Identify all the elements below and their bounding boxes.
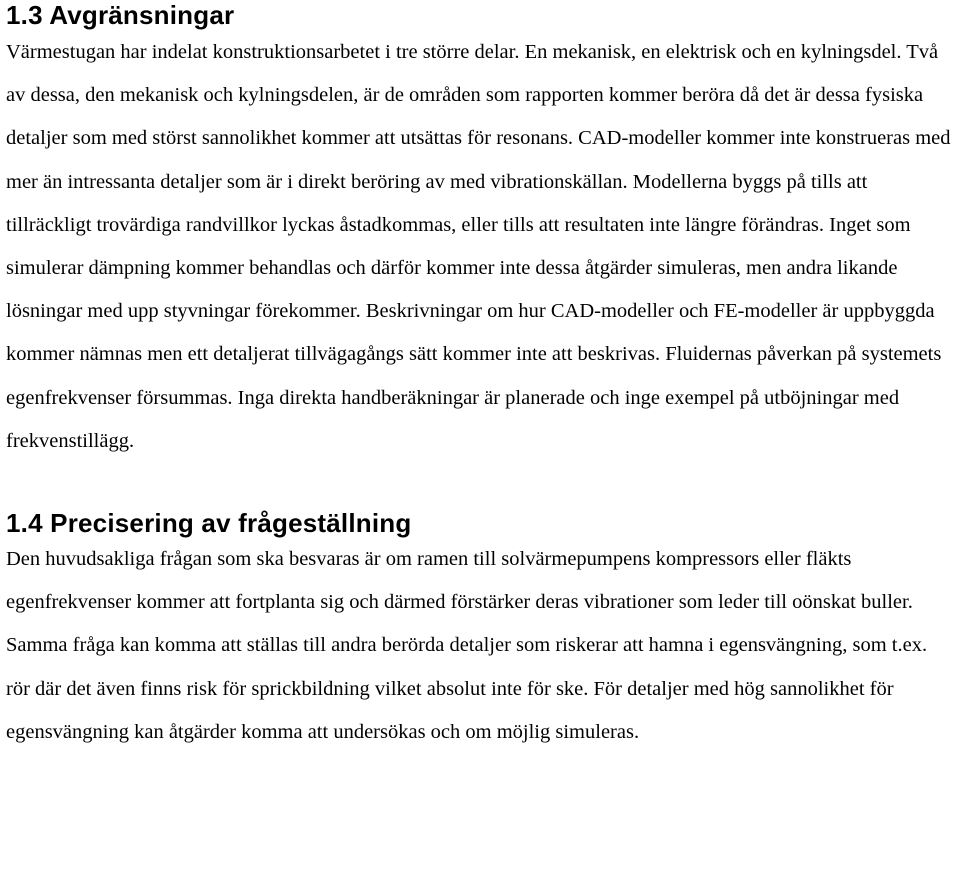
section-heading: 1.3 Avgränsningar (6, 0, 235, 30)
section-heading: 1.4 Precisering av frågeställning (6, 508, 412, 539)
section-precisering (6, 508, 954, 754)
section-paragraph: Värmestugan har indelat konstruktionsarbetet i tre större delar. En mekanisk, en elektrisk och en kylningsdel. Två av dessa, den mekanisk och kylningsdelen, är de områden som rapporten kommer beröra då det är dessa fysiska detaljer som med störst sannolikhet kommer att utsättas för resonans. CAD-modeller kommer inte konstrueras med mer än intressanta detaljer som är i direkt beröring av med vibrationskällan. Modellerna byggs på tills att tillräckligt trovärdiga randvillkor lyckas åstadkommas, eller tills att resultaten inte längre förändras. Inget som simulerar dämpning kommer behandlas och därför kommer inte dessa åtgärder simuleras, men andra likande lösningar med upp styvningar förekommer. Beskrivningar om hur CAD-modeller och FE-modeller är uppbyggda kommer nämnas men ett detaljerat tillvägagångs sätt kommer inte att beskrivas. Fluidernas påverkan på systemets egenfrekvenser försummas. Inga direkta handberäkningar är planerade och inge exempel på utböjningar med frekvenstillägg. (6, 41, 951, 452)
section-avgransningar (6, 0, 954, 463)
section-paragraph: Den huvudsakliga frågan som ska besvaras är om ramen till solvärmepumpens kompressors eller fläkts egenfrekvenser kommer att fortplanta sig och därmed förstärker deras vibrationer som leder till oönskat buller. Samma fråga kan komma att ställas till andra berörda detaljer som riskerar att hamna i egensvängning, som t.ex. rör där det även finns risk för sprickbildning vilket absolut inte för ske. För detaljer med hög sannolikhet för egensvängning kan åtgärder komma att undersökas och om möjlig simuleras. (6, 548, 928, 743)
